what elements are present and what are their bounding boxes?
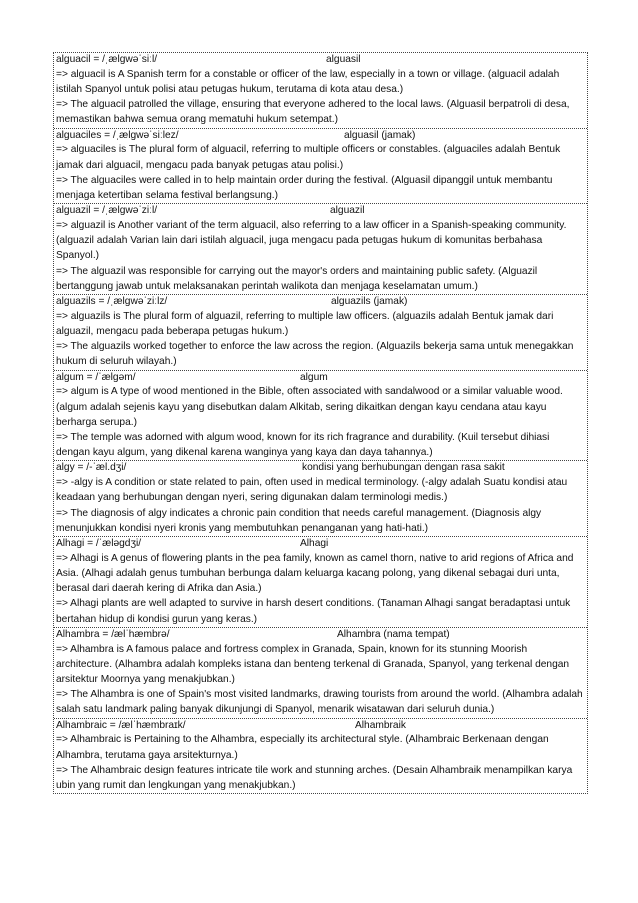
headword-row — [56, 295, 586, 309]
word-translation: Alhambraik — [355, 719, 406, 731]
headword-row — [56, 371, 586, 385]
definition-text: => alguaciles is The plural form of alguacil, referring to multiple officers or constables. (alguaciles adalah Bentuk jamak dari alguacil, mengacu pada banyak petugas atau polisi.) — [56, 144, 561, 171]
word-translation: alguasil (jamak) — [344, 129, 416, 141]
entry-alhambra — [54, 628, 587, 719]
example-text: => The alguazils worked together to enforce the law across the region. (Alguazils bekerja sama untuk menegakkan hukum di seluruh wilayah.) — [56, 341, 574, 368]
headword-row — [56, 461, 586, 475]
example-text: => The Alhambra is one of Spain's most visited landmarks, drawing tourists from around the world. (Alhambra adalah salah satu landmark paling banyak dikunjungi di Spanyol, menarik wisatawan dari seluruh dunia.) — [56, 689, 583, 716]
entry-alhambraic — [54, 719, 587, 794]
example-text: => The alguacil patrolled the village, ensuring that everyone adhered to the local laws. (Alguasil berpatroli di desa, memastikan bahwa semua orang mematuhi hukum setempat.) — [56, 99, 570, 126]
word-pronunciation: Alhagi = /ˈæləɡdʒi/ — [56, 538, 142, 550]
word-pronunciation: Alhambra = /ælˈhæmbrə/ — [56, 628, 170, 640]
example-text: => The temple was adorned with algum wood, known for its rich fragrance and durability. (Kuil tersebut dihiasi dengan kayu algum, yang dikenal karena wanginya yang kaya dan daya tahannya.) — [56, 432, 550, 459]
headword-row — [56, 204, 586, 218]
definition-text: => Alhambra is A famous palace and fortress complex in Granada, Spain, known for its stunning Moorish architecture. (Alhambra adalah kompleks istana dan benteng terkenal di Granada, Spanyol, yang terkenal dengan arsitektur Moornya yang menakjubkan.) — [56, 643, 570, 686]
definition-text: => -algy is A condition or state related to pain, often used in medical terminology. (-algy adalah Suatu kondisi atau keadaan yang berhubungan dengan nyeri, sering digunakan dalam terminologi medis.) — [56, 477, 568, 504]
headword-row — [56, 537, 586, 551]
entry-alhagi — [54, 537, 587, 628]
word-pronunciation: Alhambraic = /ælˈhæmbraɪk/ — [56, 719, 186, 731]
definition-text: => alguazils is The plural form of alguazil, referring to multiple law officers. (alguazils adalah Bentuk jamak dari alguazil, mengacu pada beberapa petugas hukum.) — [56, 310, 554, 338]
example-text: => The alguazil was responsible for carrying out the mayor's orders and maintaining public safety. (Alguazil bertanggung jawab untuk melaksanakan perintah walikota dan menjaga keselamatan umum.) — [56, 265, 538, 292]
definition-text: => algum is A type of wood mentioned in the Bible, often associated with sandalwood or a similar valuable wood. (algum adalah sejenis kayu yang disebutkan dalam Alkitab, sering dikaitkan dengan kayu cendana atau kayu berharga serupa.) — [56, 386, 563, 428]
entry-alguacil — [54, 53, 587, 129]
word-pronunciation: algy = /-ˈæl.dʒi/ — [56, 462, 127, 474]
headword-row — [56, 53, 586, 67]
headword-row — [56, 129, 586, 143]
entry-alguazils — [54, 295, 587, 371]
word-translation: algum — [300, 371, 328, 383]
word-translation: alguazil — [330, 205, 365, 217]
entry-algum — [54, 371, 587, 462]
definition-text: => alguacil is A Spanish term for a constable or officer of the law, especially in a town or village. (alguacil adalah istilah Spanyol untuk polisi atau petugas hukum, terutama di kota atau desa.) — [56, 68, 560, 95]
word-translation: Alhambra (nama tempat) — [337, 628, 450, 640]
example-text: => The alguaciles were called in to help maintain order during the festival. (Alguasil dipanggil untuk membantu menjaga ketertiban selama festival berlangsung.) — [56, 174, 553, 202]
word-translation: Alhagi — [300, 538, 329, 550]
definition-text: => alguazil is Another variant of the term alguacil, also referring to a law officer in a Spanish-speaking community. (alguazil adalah Varian lain dari istilah alguacil, juga mengacu pada petugas hukum di komunitas berbahasa Spanyol.) — [56, 220, 567, 262]
headword-row — [56, 628, 586, 642]
definition-text: => Alhagi is A genus of flowering plants in the pea family, known as camel thorn, native to arid regions of Africa and Asia. (Alhagi adalah genus tumbuhan berbunga dalam keluarga kacang polong, yang dikenal sebagai duri unta, berasal dari daerah kering di Afrika dan Asia.) — [56, 552, 574, 595]
entry-alguazil — [54, 204, 587, 295]
headword-row — [56, 719, 586, 733]
dictionary-table — [53, 52, 588, 794]
example-text: => The Alhambraic design features intricate tile work and stunning arches. (Desain Alhambraik menampilkan karya ubin yang rumit dan lengkungan yang menakjubkan.) — [56, 764, 573, 792]
word-pronunciation: alguazils = /ˌælɡwəˈziːlz/ — [56, 296, 168, 308]
word-translation: kondisi yang berhubungan dengan rasa sakit — [302, 462, 505, 474]
example-text: => The diagnosis of algy indicates a chronic pain condition that needs careful management. (Diagnosis algy menunjukkan kondisi nyeri kronis yang membutuhkan penanganan yang hati-hati.) — [56, 507, 542, 534]
example-text: => Alhagi plants are well adapted to survive in harsh desert conditions. (Tanaman Alhagi sangat beradaptasi untuk bertahan hidup di kondisi gurun yang keras.) — [56, 598, 571, 625]
word-translation: alguasil — [326, 54, 361, 65]
word-pronunciation: alguacil = /ˌælɡwəˈsiːl/ — [56, 54, 158, 65]
word-translation: alguazils (jamak) — [331, 296, 408, 308]
word-pronunciation: algum = /ˈælɡəm/ — [56, 371, 136, 383]
entry-algy — [54, 461, 587, 537]
word-pronunciation: alguazil = /ˌælɡwəˈziːl/ — [56, 205, 158, 217]
definition-text: => Alhambraic is Pertaining to the Alhambra, especially its architectural style. (Alhambraic Berkenaan dengan Alhambra, terutama gaya arsitekturnya.) — [56, 734, 549, 761]
word-pronunciation: alguaciles = /ˌælɡwəˈsiːlez/ — [56, 129, 179, 141]
entry-alguaciles — [54, 129, 587, 205]
